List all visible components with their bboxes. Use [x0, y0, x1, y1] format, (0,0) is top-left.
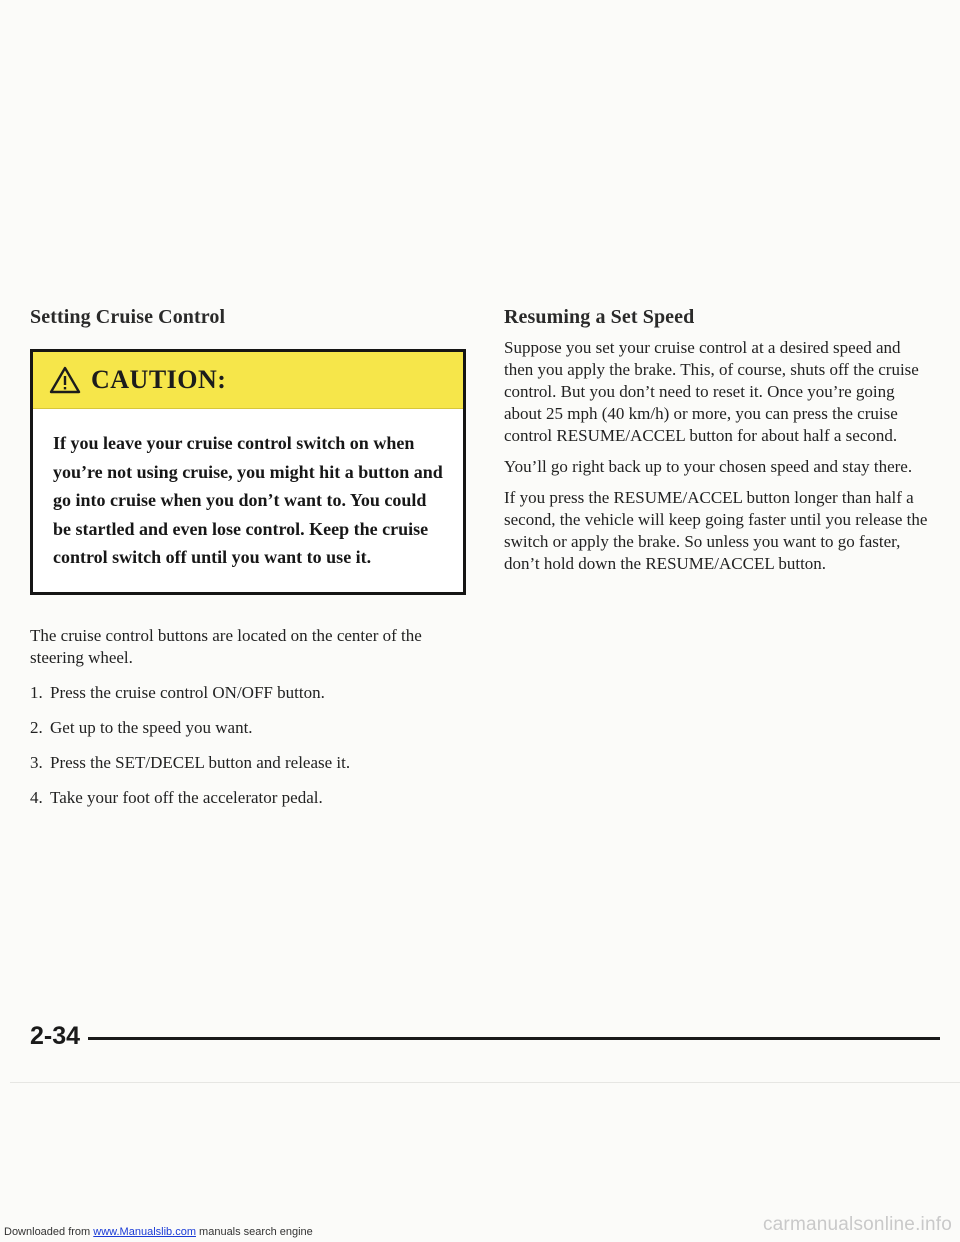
- list-item: [30, 752, 472, 774]
- list-item: [30, 717, 472, 739]
- intro-paragraph: The cruise control buttons are located on the center of the steering wheel.: [30, 625, 422, 667]
- section-heading-setting-cruise-control: Setting Cruise Control: [30, 306, 226, 328]
- section-heading-resuming-set-speed: Resuming a Set Speed: [504, 306, 695, 328]
- caution-box: [30, 349, 466, 595]
- caution-header: [33, 352, 463, 409]
- page-number: 2-34: [30, 1022, 81, 1050]
- watermark: carmanualsonline.info: [762, 1214, 952, 1235]
- footer-prefix: Downloaded from: [4, 1226, 91, 1238]
- list-item: [30, 787, 472, 809]
- list-item: [30, 682, 472, 704]
- footer-suffix: manuals search engine: [199, 1226, 313, 1238]
- horizontal-rule: [88, 1037, 940, 1040]
- step-number: 3.: [30, 752, 43, 772]
- step-number: 1.: [30, 682, 43, 702]
- right-column: [504, 306, 934, 584]
- body-paragraph: You’ll go right back up to your chosen speed and stay there.: [504, 457, 913, 476]
- left-column: [30, 306, 472, 822]
- page-footer-rule: [30, 1022, 940, 1051]
- divider: [10, 1082, 960, 1083]
- step-number: 4.: [30, 787, 43, 807]
- body-paragraph: If you press the RESUME/ACCEL button longer than half a second, the vehicle will keep going faster until you release the switch or apply the brake. So unless you want to go faster, don’t hold down the RESUME/ACCEL button.: [504, 488, 928, 573]
- caution-text: If you leave your cruise control switch on when you’re not using cruise, you might hit a button and go into cruise when you don’t want to. You could be startled and even lose control. Keep the cruise control switch off until you want to use it.: [53, 433, 443, 567]
- body-paragraph: Suppose you set your cruise control at a desired speed and then you apply the brake. This, of course, shuts off the cruise control. But you don’t need to reset it. Once you’re going about 25 mph (40 km/h) or more, you can press the cruise control RESUME/ACCEL button for about half a second.: [504, 338, 919, 445]
- caution-title: CAUTION:: [91, 365, 227, 394]
- step-text: Press the cruise control ON/OFF button.: [50, 682, 325, 702]
- manualslib-link[interactable]: www.Manualslib.com: [93, 1226, 196, 1238]
- step-text: Press the SET/DECEL button and release it.: [50, 752, 351, 772]
- step-text: Get up to the speed you want.: [50, 717, 253, 737]
- warning-triangle-icon: [49, 366, 81, 394]
- download-footer: [4, 1226, 313, 1238]
- step-number: 2.: [30, 717, 43, 737]
- steps-list: [30, 682, 472, 809]
- step-text: Take your foot off the accelerator pedal.: [50, 787, 323, 807]
